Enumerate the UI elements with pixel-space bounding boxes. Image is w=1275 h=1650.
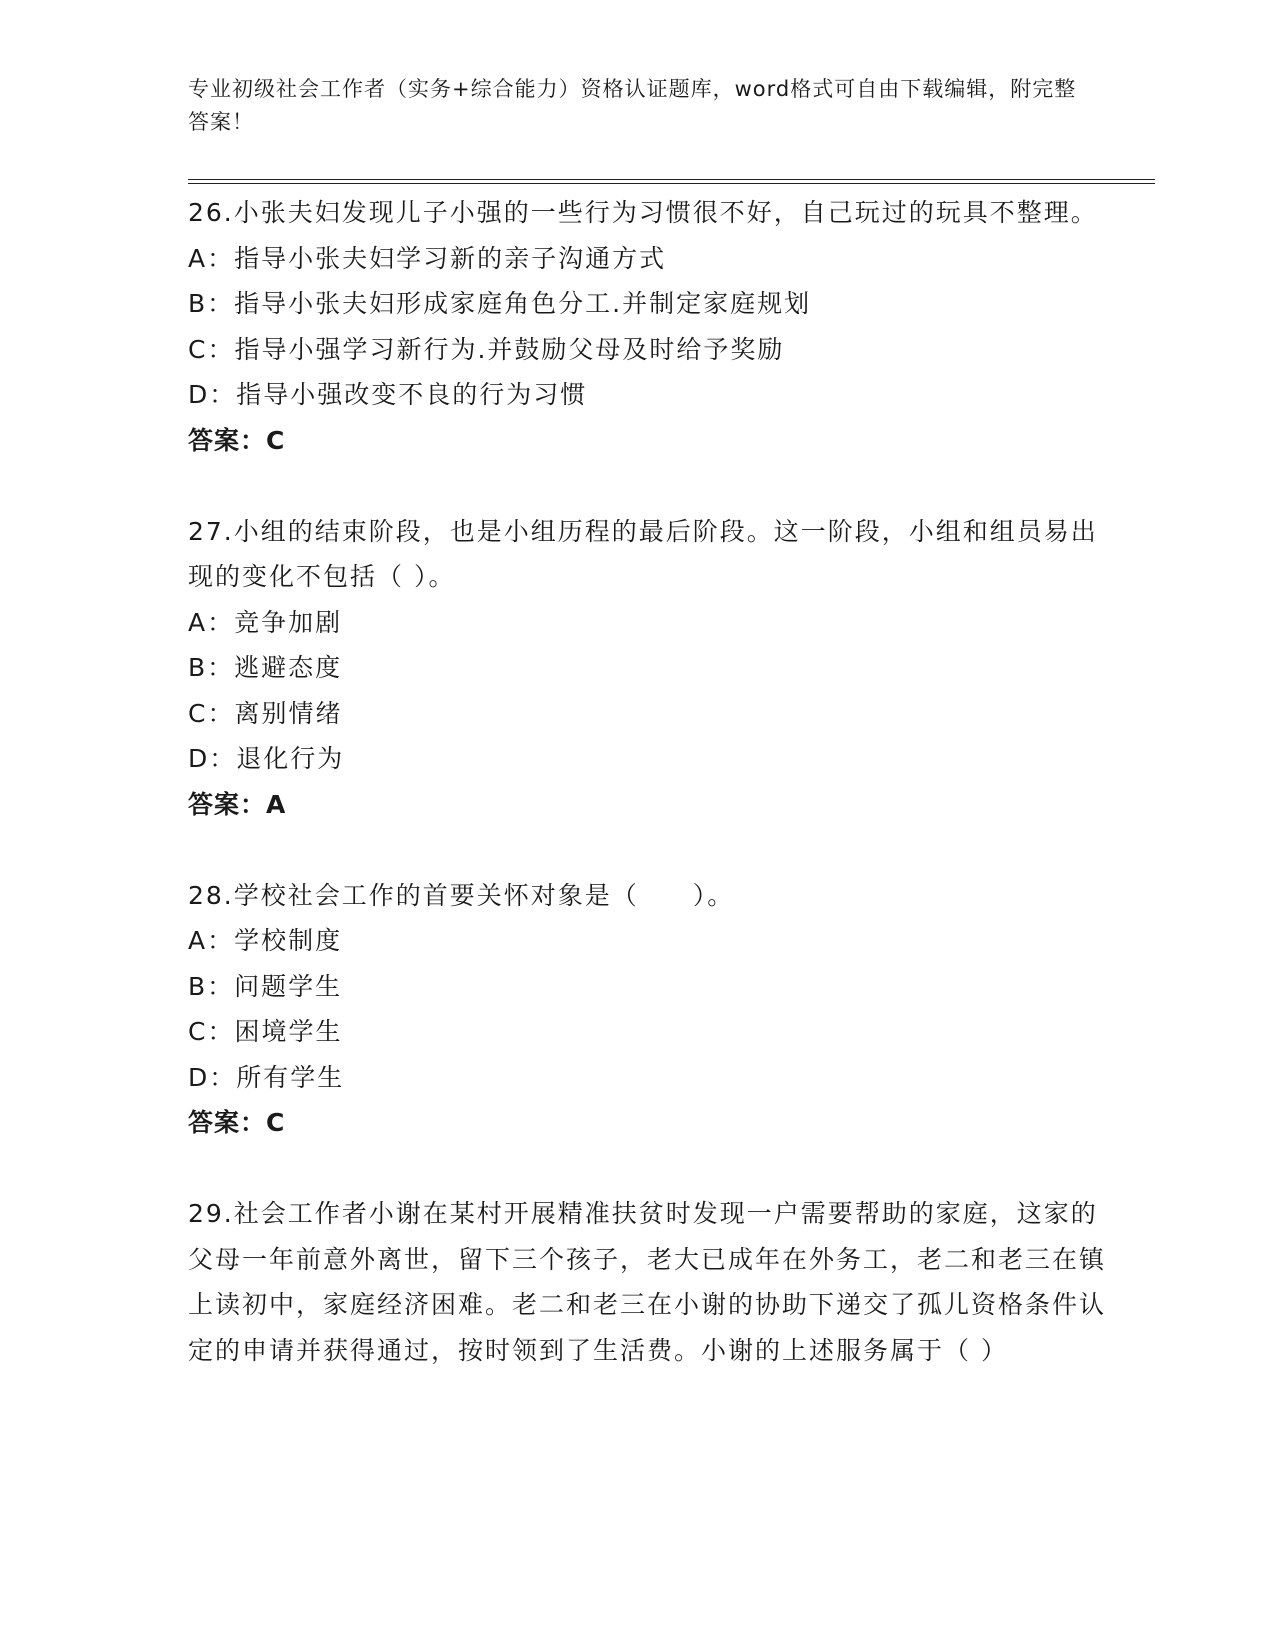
option-b: B：问题学生 [188,971,343,1001]
option-a: A：指导小张夫妇学习新的亲子沟通方式 [188,243,667,273]
question-spacer [188,1146,1118,1192]
option-a: A：学校制度 [188,926,343,955]
question-spacer [188,463,1118,509]
header-divider [188,179,1155,184]
option-b: B：逃避态度 [188,653,343,682]
option-d: D：所有学生 [188,1062,345,1092]
option-c: C：困境学生 [188,1017,343,1046]
question-stem: 26.小张夫妇发现儿子小强的一些行为习惯很不好，自己玩过的玩具不整理。 [188,198,1098,227]
question-stem: 28.学校社会工作的首要关怀对象是（ ）。 [188,880,735,910]
option-b: B：指导小张夫妇形成家庭角色分工.并制定家庭规划 [188,289,812,318]
answer: 答案：C [188,425,286,455]
question-stem: 29.社会工作者小谢在某村开展精准扶贫时发现一户需要帮助的家庭，这家的父母一年前意外离世，留下三个孩子，老大已成年在外务工，老二和老三在镇上读初中，家庭经济困难。老二和老三在小谢的协助下递交了孤儿资格条件认定的申请并获得通过，按时领到了生活费。小谢的上述服务属于（ ） [188,1199,1107,1365]
option-d: D：指导小强改变不良的行为习惯 [188,380,588,409]
question-list [188,190,1118,1373]
option-c: C：指导小强学习新行为.并鼓励父母及时给予奖励 [188,334,785,364]
answer: 答案：C [188,1108,286,1137]
option-c: C：离别情绪 [188,698,343,728]
question-spacer [188,827,1118,873]
answer: 答案：A [188,789,287,819]
option-d: D：退化行为 [188,744,345,773]
header-title: 专业初级社会工作者（实务+综合能力）资格认证题库，word格式可自由下载编辑，附完整答案！ [188,77,1077,134]
question-28 [188,873,1118,1146]
question-stem: 27.小组的结束阶段，也是小组历程的最后阶段。这一阶段，小组和组员易出现的变化不包括（ ）。 [188,516,1098,591]
question-29 [188,1191,1118,1373]
option-a: A：竞争加剧 [188,607,343,637]
question-26 [188,190,1118,463]
document-header [188,73,1088,139]
question-27 [188,509,1118,828]
